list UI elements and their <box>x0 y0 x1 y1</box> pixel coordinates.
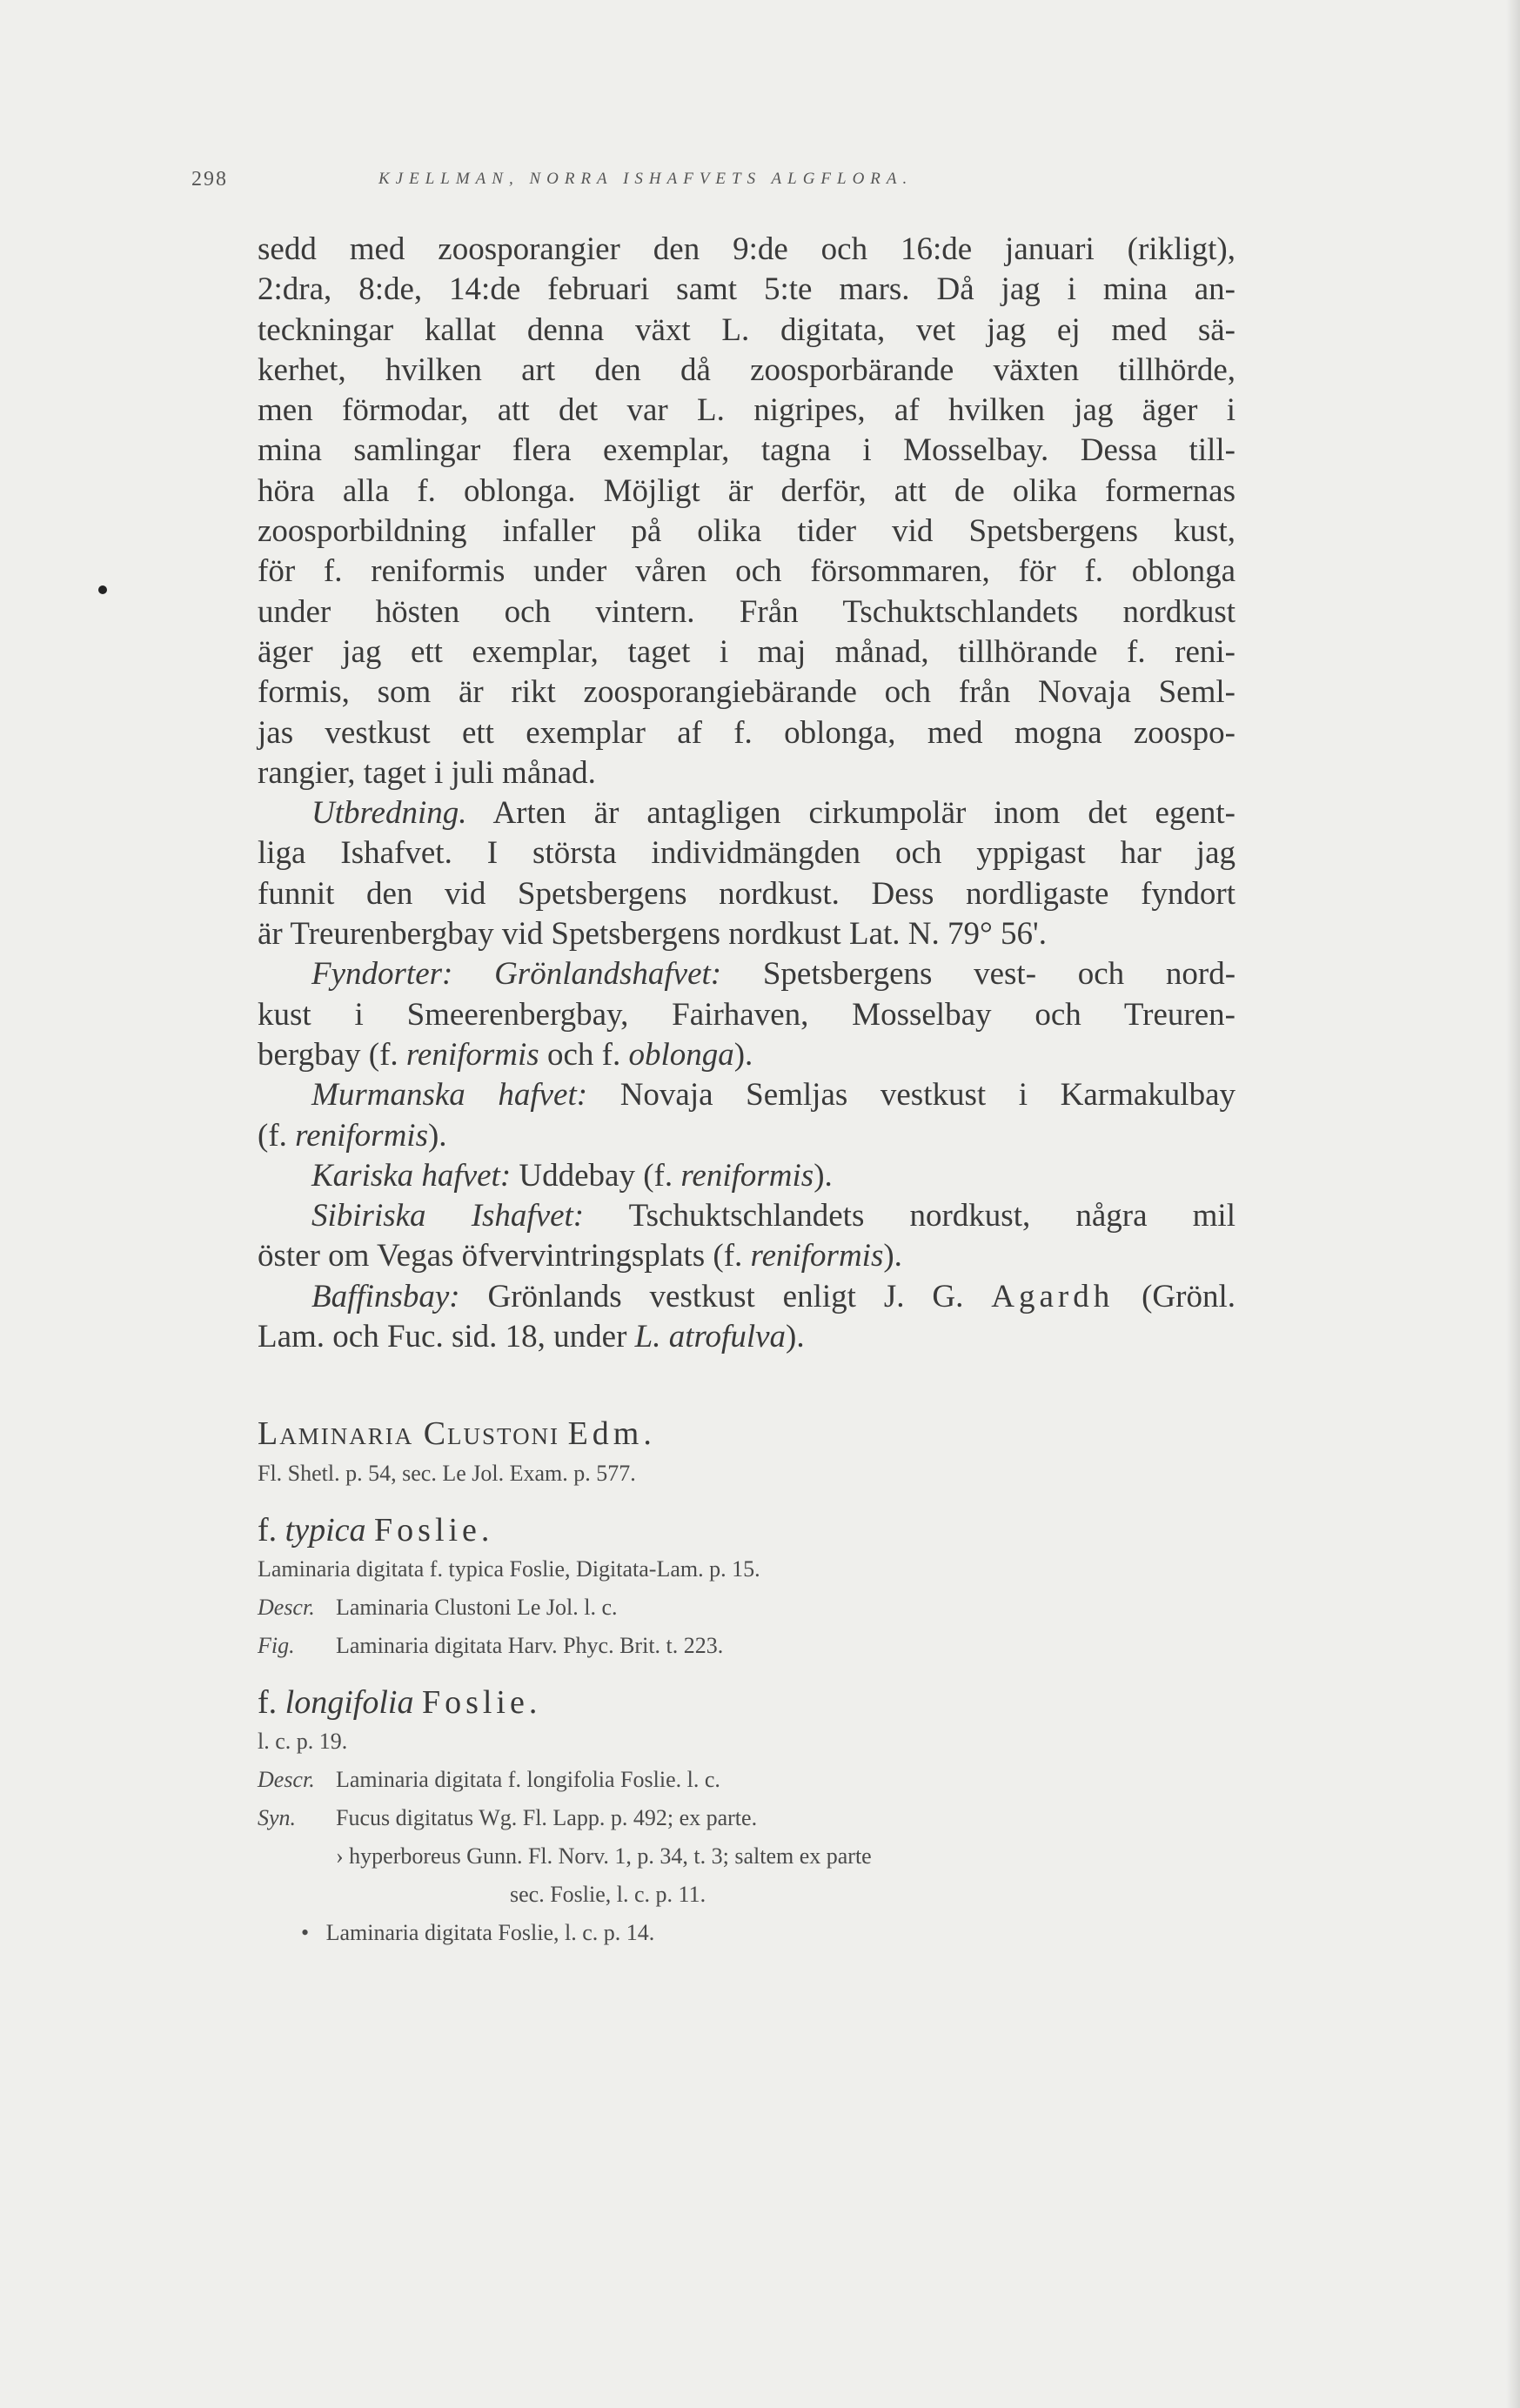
text-line: Utbredning. Arten är antagligen cirkumpolär inom det egent- <box>311 795 1235 832</box>
species-heading: Laminaria Clustoni Edm. <box>258 1415 656 1453</box>
section-gap <box>258 1357 1235 1414</box>
text-line: (f. reniformis). <box>258 1117 447 1154</box>
fig-line: Fig. Laminaria digitata Harv. Phyc. Brit. t. 223. <box>258 1632 724 1658</box>
page-edge-shadow <box>1506 0 1520 2408</box>
page-body <box>258 230 1235 1952</box>
text-line: Murmanska hafvet: Novaja Semljas vestkust i Karmakulbay <box>311 1077 1235 1114</box>
descr-line: Descr. Laminaria Clustoni Le Jol. l. c. <box>258 1594 618 1620</box>
text-line: öster om Vegas öfvervintringsplats (f. reniformis). <box>258 1238 902 1274</box>
text-line: Sibiriska Ishafvet: Tschuktschlandets nordkust, några mil <box>311 1198 1235 1234</box>
text-line: jas vestkust ett exemplar af f. oblonga, med mogna zoospo- <box>258 714 1235 751</box>
text-line: formis, som är rikt zoosporangiebärande och från Novaja Seml- <box>258 674 1235 711</box>
syn-line: sec. Foslie, l. c. p. 11. <box>510 1882 706 1908</box>
text-line: Fyndorter: Grönlandshafvet: Spetsbergens vest- och nord- <box>311 956 1236 993</box>
text-line: Lam. och Fuc. sid. 18, under L. atrofulva). <box>258 1319 805 1355</box>
text-line: men förmodar, att det var L. nigripes, af hvilken jag äger i <box>258 392 1235 429</box>
form-typica <box>258 1510 1235 1665</box>
text-line: liga Ishafvet. I största individmängden och yppigast har jag <box>258 835 1235 872</box>
form-reference: Laminaria digitata f. typica Foslie, Digitata-Lam. p. 15. <box>258 1555 760 1582</box>
text-line: för f. reniformis under våren och försommaren, för f. oblonga <box>258 553 1235 590</box>
text-line: rangier, taget i juli månad. <box>258 754 596 791</box>
page-header <box>191 168 1235 203</box>
text-line: bergbay (f. reniformis och f. oblonga). <box>258 1036 753 1073</box>
paragraph-utbredning <box>258 793 1235 954</box>
paragraph-zoosporangier <box>258 230 1235 793</box>
text-line: sedd med zoosporangier den 9:de och 16:de januari (rikligt), <box>258 231 1235 267</box>
text-line: äger jag ett exemplar, taget i maj månad, tillhörande f. reni- <box>258 633 1235 670</box>
utbredning-label: Utbredning. <box>311 795 467 832</box>
text-line: kerhet, hvilken art den då zoosporbärande växten tillhörde, <box>258 351 1235 388</box>
species-entry <box>258 1414 1235 1492</box>
form-heading: f. longifolia Foslie. <box>258 1683 542 1721</box>
page-number: 298 <box>191 168 228 191</box>
text-line: funnit den vid Spetsbergens nordkust. Dess nordligaste fyndort <box>258 875 1235 912</box>
localities-section <box>258 954 1235 1357</box>
text-line: Baffinsbay: Grönlands vestkust enligt J. G. Agardh (Grönl. <box>311 1278 1235 1314</box>
text-line: höra alla f. oblonga. Möjligt är derför, att de olika formernas <box>258 472 1235 509</box>
text-line: är Treurenbergbay vid Spetsbergens nordkust Lat. N. 79° 56'. <box>258 916 1047 953</box>
text-line: 2:dra, 8:de, 14:de februari samt 5:te mars. Då jag i mina an- <box>258 271 1235 308</box>
text-line: teckningar kallat denna växt L. digitata, vet jag ej med sä- <box>258 311 1235 348</box>
text-line: Kariska hafvet: Uddebay (f. reniformis). <box>311 1157 833 1194</box>
section-gap <box>258 1493 1235 1510</box>
form-longifolia <box>258 1682 1235 1952</box>
syn-line: Syn. Fucus digitatus Wg. Fl. Lapp. p. 492; ex parte. <box>258 1805 758 1831</box>
form-heading: f. typica Foslie. <box>258 1511 494 1548</box>
syn-line: › hyperboreus Gunn. Fl. Norv. 1, p. 34, t. 3; saltem ex parte <box>336 1843 872 1870</box>
text-line: mina samlingar flera exemplar, tagna i Mosselbay. Dessa till- <box>258 432 1235 469</box>
text-line: under hösten och vintern. Från Tschuktschlandets nordkust <box>258 593 1235 630</box>
species-reference: Fl. Shetl. p. 54, sec. Le Jol. Exam. p. 577. <box>258 1460 636 1486</box>
text-line: kust i Smeerenbergbay, Fairhaven, Mosselbay och Treuren- <box>258 996 1235 1033</box>
form-reference: l. c. p. 19. <box>258 1729 348 1755</box>
descr-line: Descr. Laminaria digitata f. longifolia Foslie. l. c. <box>258 1767 720 1793</box>
running-title: KJELLMAN, NORRA ISHAFVETS ALGFLORA. <box>378 170 914 188</box>
section-gap <box>258 1665 1235 1682</box>
margin-ink-dot <box>98 585 107 594</box>
text-line: zoosporbildning infaller på olika tider vid Spetsbergens kust, <box>258 513 1235 550</box>
syn-line: • Laminaria digitata Foslie, l. c. p. 14. <box>301 1920 655 1946</box>
